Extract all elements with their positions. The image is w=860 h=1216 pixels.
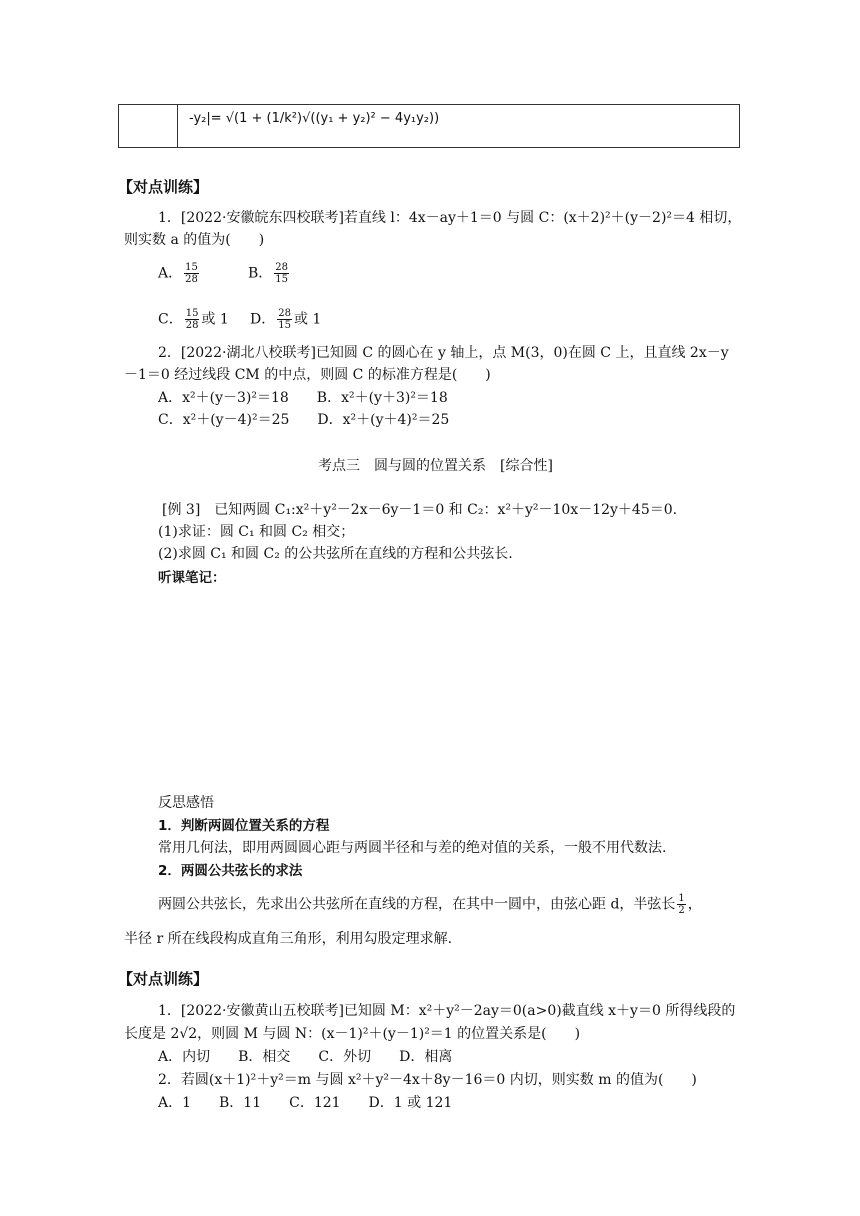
reflection-point2-text2: 半径 r 所在线段构成直角三角形，利用勾股定理求解.	[124, 931, 453, 947]
s2-q1-options: A．内切 B．相交 C．外切 D．相离	[158, 1049, 453, 1065]
s2-q2-options: A．1 B．11 C．121 D．1 或 121	[158, 1095, 453, 1111]
q1-option-c	[158, 308, 229, 331]
q1-line2: 则实数 a 的值为( )	[124, 232, 265, 248]
denominator: 15	[275, 274, 289, 285]
reflection-title: 反思感悟	[158, 795, 214, 811]
example-line3: (2)求圆 C₁ 和圆 C₂ 的公共弦所在直线的方程和公共弦长.	[158, 546, 513, 562]
numerator: 15	[185, 262, 198, 273]
denominator: 2	[678, 905, 685, 916]
q1-option-d-suffix: 或 1	[293, 311, 322, 328]
q1-option-a-fraction	[184, 262, 199, 285]
q2-options-cd: C．x²＋(y－4)²＝25 D．x²＋(y＋4)²＝25	[158, 412, 450, 428]
q1-option-b-fraction	[274, 262, 289, 285]
numerator: 1	[678, 893, 685, 904]
q1-option-d-fraction	[277, 308, 292, 331]
q2-line2: －1＝0 经过线段 CM 的中点，则圆 C 的标准方程是( )	[124, 367, 491, 383]
q1-option-b-label: B．	[248, 265, 273, 282]
s2-q1-line2: 长度是 2√2，则圆 M 与圆 N：(x－1)²＋(y－1)²＝1 的位置关系是( )	[124, 1026, 581, 1042]
training-heading-1: 【对点训练】	[118, 178, 209, 196]
half-fraction	[677, 893, 685, 916]
example-line1: [例 3] 已知两圆 C₁:x²＋y²－2x－6y－1＝0 和 C₂：x²＋y²－10x－12y＋45＝0.	[162, 502, 678, 518]
reflection-point1-text: 常用几何法，即用两圆圆心距与两圆半径和与差的绝对值的关系，一般不用代数法.	[158, 840, 667, 856]
numerator: 28	[275, 262, 289, 273]
q1-option-a	[158, 262, 201, 285]
q1-option-c-suffix: 或 1	[201, 311, 229, 328]
s2-q2-line1: 2．若圆(x＋1)²＋y²＝m 与圆 x²＋y²－4x＋8y－16＝0 内切，则实数 m 的值为( )	[158, 1072, 697, 1088]
table-divider	[177, 105, 178, 147]
section-title: 考点三 圆与圆的位置关系 [综合性]	[318, 458, 553, 474]
reflection-point1-title: 1．判断两圆位置关系的方程	[158, 818, 330, 834]
formula-table-row	[118, 104, 740, 148]
reflection-point2-text1	[158, 893, 702, 916]
notes-label: 听课笔记：	[158, 570, 226, 586]
q1-line1: 1．[2022·安徽皖东四校联考]若直线 l：4x－ay＋1＝0 与圆 C：(x＋2)²＋(y－2)²＝4 相切，	[158, 210, 742, 226]
numerator: 15	[185, 308, 199, 319]
q1-option-b	[248, 262, 291, 285]
example-line2: (1)求证：圆 C₁ 和圆 C₂ 相交；	[158, 524, 355, 540]
q1-option-a-label: A．	[158, 265, 183, 282]
s2-q1-line1: 1．[2022·安徽黄山五校联考]已知圆 M：x²＋y²－2ay＝0(a>0)截直线 x＋y＝0 所得线段的	[158, 1003, 736, 1019]
denominator: 28	[185, 274, 198, 285]
q1-option-d-label: D．	[250, 311, 276, 328]
text-end: ，	[687, 896, 702, 913]
q2-options-ab: A．x²＋(y－3)²＝18 B．x²＋(y＋3)²＝18	[158, 390, 448, 406]
q1-option-c-label: C．	[158, 311, 183, 328]
q1-option-c-fraction	[185, 308, 200, 331]
chord-length-formula: -y₂|= √(1 + (1/k²)√((y₁ + y₂)² − 4y₁y₂))	[189, 111, 440, 126]
q2-line1: 2．[2022·湖北八校联考]已知圆 C 的圆心在 y 轴上，点 M(3，0)在圆 C 上，且直线 2x－y	[158, 345, 729, 361]
numerator: 28	[278, 308, 291, 319]
training-heading-2: 【对点训练】	[118, 970, 209, 988]
q1-option-d	[250, 308, 321, 331]
denominator: 28	[185, 320, 199, 331]
text: 两圆公共弦长，先求出公共弦所在直线的方程，在其中一圆中，由弦心距 d，半弦长	[158, 896, 676, 913]
reflection-point2-title: 2．两圆公共弦长的求法	[158, 863, 303, 879]
denominator: 15	[278, 320, 291, 331]
